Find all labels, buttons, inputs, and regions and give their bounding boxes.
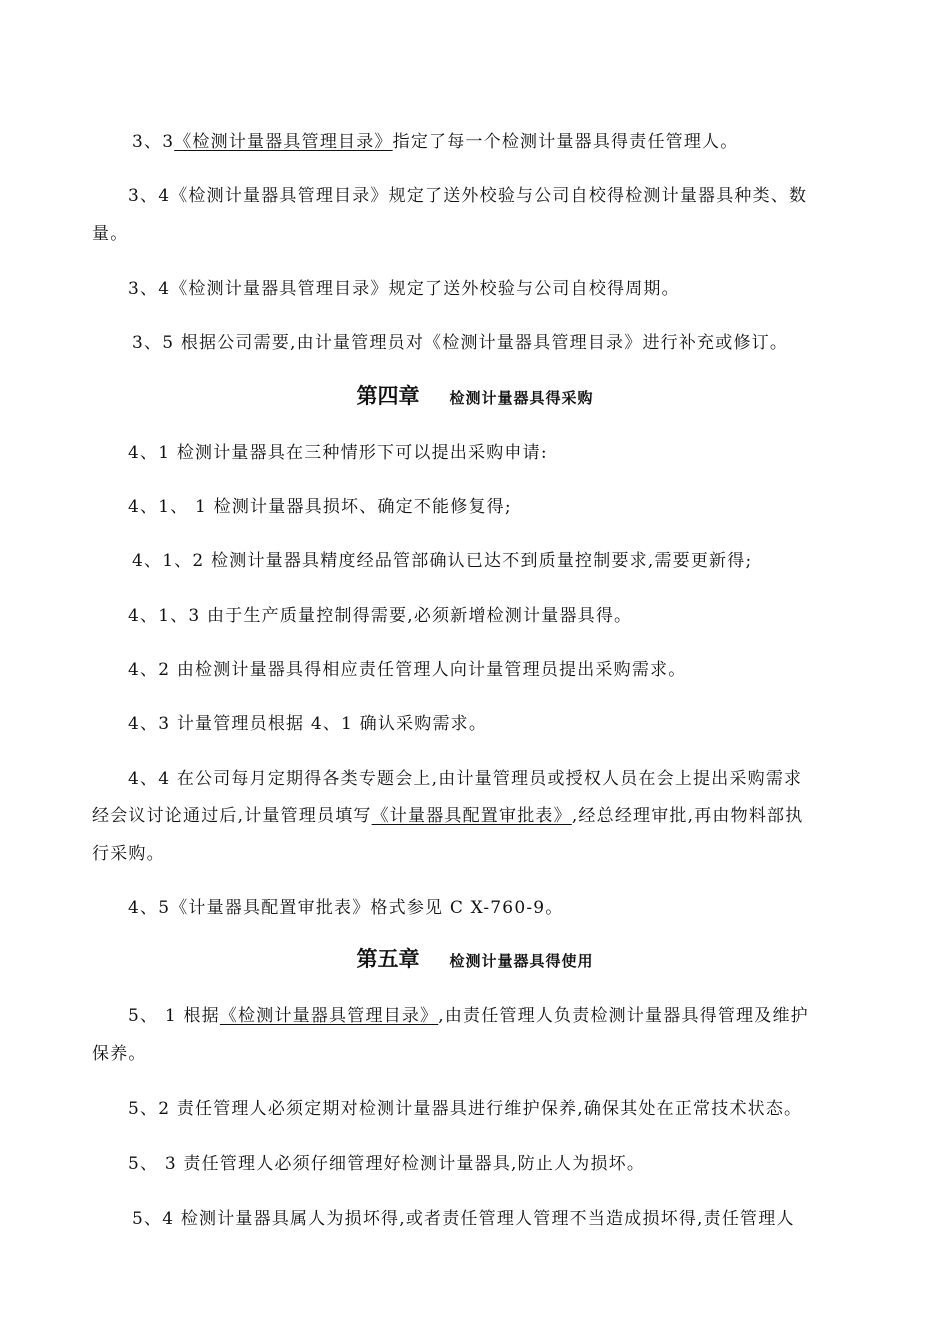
paragraph-3-3 bbox=[132, 127, 738, 152]
paragraph-5-4: 5、4 检测计量器具属人为损坏得,或者责任管理人管理不当造成损坏得,责任管理人 bbox=[132, 1209, 795, 1229]
chapter-title: 检测计量器具得采购 bbox=[449, 389, 594, 407]
paragraph-5-1-line1 bbox=[128, 1001, 809, 1026]
paragraph-5-1-line2: 保养。 bbox=[92, 1044, 147, 1064]
paragraph-3-4b: 3、4《检测计量器具管理目录》规定了送外校验与公司自校得周期。 bbox=[128, 279, 680, 299]
chapter-number: 第四章 bbox=[356, 384, 420, 408]
underlined-form-title: 《计量器具配置审批表》 bbox=[371, 806, 572, 826]
paragraph-4-4-line1: 4、4 在公司每月定期得各类专题会上,由计量管理员或授权人员在会上提出采购需求 bbox=[128, 769, 803, 789]
chapter-number: 第五章 bbox=[356, 947, 420, 971]
paragraph-3-5: 3、5 根据公司需要,由计量管理员对《检测计量器具管理目录》进行补充或修订。 bbox=[132, 333, 789, 353]
paragraph-3-4a-line2: 量。 bbox=[92, 224, 129, 244]
clause-text: ,由责任管理人负责检测计量器具得管理及维护 bbox=[438, 1006, 809, 1026]
underlined-doc-title: 《检测计量器具管理目录》 bbox=[174, 132, 393, 152]
paragraph-4-1-3: 4、1、3 由于生产质量控制得需要,必须新增检测计量器具得。 bbox=[128, 606, 633, 626]
paragraph-5-2: 5、2 责任管理人必须定期对检测计量器具进行维护保养,确保其处在正常技术状态。 bbox=[128, 1099, 803, 1119]
paragraph-4-4-line2 bbox=[92, 801, 803, 826]
chapter-title: 检测计量器具得使用 bbox=[449, 952, 594, 970]
paragraph-4-4-line3: 行采购。 bbox=[92, 844, 165, 864]
paragraph-5-3: 5、 3 责任管理人必须仔细管理好检测计量器具,防止人为损坏。 bbox=[128, 1154, 646, 1174]
chapter-5-heading bbox=[0, 943, 950, 973]
clause-text: 经会议讨论通过后,计量管理员填写 bbox=[92, 806, 372, 826]
underlined-doc-title: 《检测计量器具管理目录》 bbox=[219, 1006, 439, 1026]
paragraph-4-3: 4、3 计量管理员根据 4、1 确认采购需求。 bbox=[128, 714, 488, 734]
clause-number: 5、 1 根据 bbox=[128, 1006, 220, 1026]
clause-number: 3、3 bbox=[132, 132, 175, 152]
paragraph-3-4a-line1: 3、4《检测计量器具管理目录》规定了送外校验与公司自校得检测计量器具种类、数 bbox=[128, 186, 808, 206]
chapter-4-heading bbox=[0, 380, 950, 410]
paragraph-4-1: 4、1 检测计量器具在三种情形下可以提出采购申请: bbox=[128, 443, 548, 463]
paragraph-4-2: 4、2 由检测计量器具得相应责任管理人向计量管理员提出采购需求。 bbox=[128, 660, 687, 680]
clause-text: ,经总经理审批,再由物料部执 bbox=[571, 806, 804, 826]
paragraph-4-1-1: 4、1、 1 检测计量器具损坏、确定不能修复得; bbox=[128, 497, 512, 517]
paragraph-4-1-2: 4、1、2 检测计量器具精度经品管部确认已达不到质量控制要求,需要更新得; bbox=[132, 551, 753, 571]
clause-text: 指定了每一个检测计量器具得责任管理人。 bbox=[392, 132, 739, 152]
paragraph-4-5: 4、5《计量器具配置审批表》格式参见 C X-760-9。 bbox=[128, 898, 564, 918]
